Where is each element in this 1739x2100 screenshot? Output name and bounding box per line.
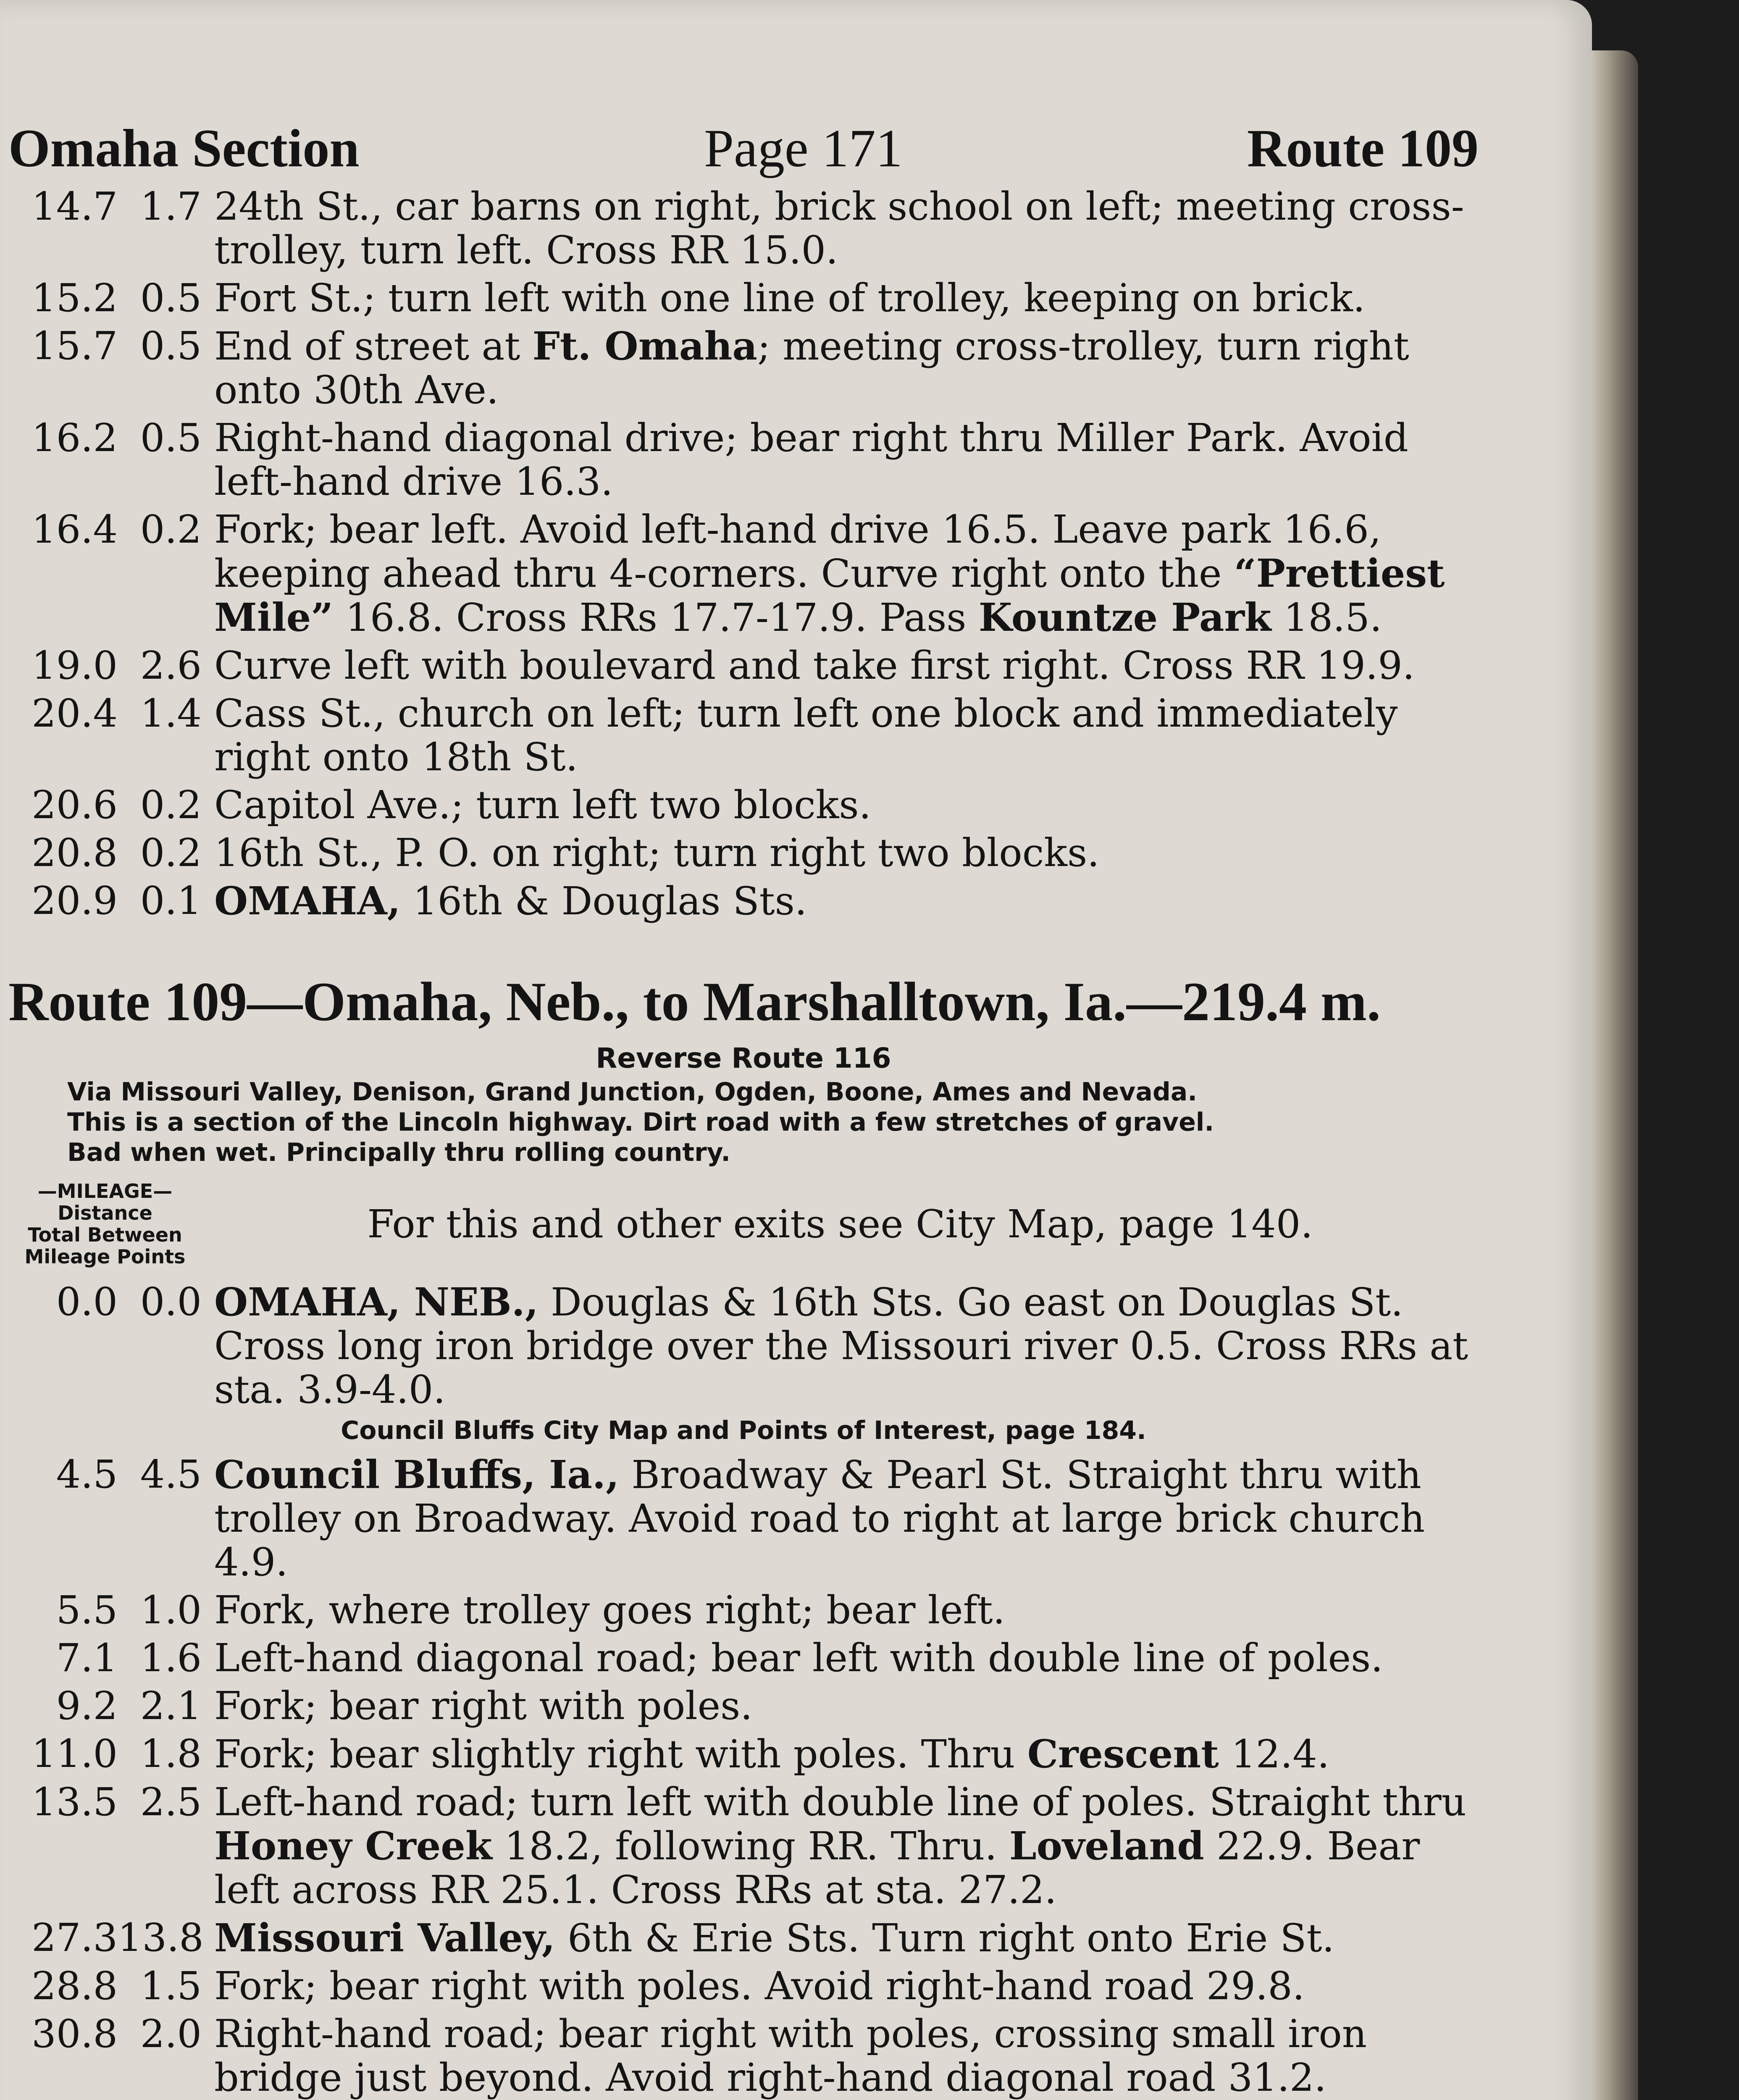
mileage-legend-line: Total Between [28,1223,182,1246]
route-entry [8,879,1479,923]
points-of-interest-note: Council Bluffs City Map and Points of Interest, page 184. [341,1416,1146,1445]
total-mileage: 11.0 [32,1731,118,1776]
segment-distance: 2.1 [140,1683,202,1728]
route-entry [8,1732,1479,1776]
via-line: This is a section of the Lincoln highway. Dirt road with a few stretches of gravel. [67,1108,1214,1137]
direction-text: Missouri Valley, 6th & Erie Sts. Turn right onto Erie St. [214,1915,1334,1961]
direction-text: Fork; bear slightly right with poles. Thru Crescent 12.4. [214,1731,1330,1777]
segment-distance: 2.5 [140,1780,202,1824]
total-mileage: 20.4 [32,691,118,736]
route-entry [8,1964,1479,2008]
route-entry [8,276,1479,320]
route-entry [8,508,1479,640]
segment-distance: 0.2 [140,507,202,552]
route-entry [8,185,1479,272]
segment-distance: 0.2 [140,782,202,827]
segment-distance: 1.8 [140,1731,202,1776]
route-entries [8,1280,1479,2100]
direction-text: Right-hand road; bear right with poles, crossing small iron bridge just beyond. Avoid right-hand diagonal road 31.2. [214,2011,1367,2100]
page-number: Page 171 [704,118,903,178]
segment-distance: 13.8 [118,1915,204,1960]
total-mileage: 28.8 [32,1964,118,2008]
route-label: Route 109 [1247,118,1479,178]
route-entry [8,831,1479,875]
direction-text: Fork; bear right with poles. Avoid right-hand road 29.8. [214,1964,1305,2008]
direction-text: Fort St.; turn left with one line of trolley, keeping on brick. [214,276,1366,320]
total-mileage: 20.8 [32,830,118,875]
mileage-legend-line: Mileage Points [24,1245,186,1268]
direction-text: Council Bluffs, Ia., Broadway & Pearl St. Straight thru with trolley on Broadway. Avoid road to right at large brick church 4.9. [214,1452,1425,1585]
total-mileage: 15.2 [32,276,118,320]
direction-text: 24th St., car barns on right, brick school on left; meeting cross-trolley, turn left. Cross RR 15.0. [214,184,1464,273]
segment-distance: 1.7 [140,184,202,229]
direction-text: OMAHA, NEB., Douglas & 16th Sts. Go east on Douglas St. Cross long iron bridge over the Missouri river 0.5. Cross RRs at sta. 3.9-4.0. [214,1279,1468,1412]
total-mileage: 7.1 [56,1635,118,1680]
route-entry [8,324,1479,412]
route-description [8,1077,1479,1168]
mileage-row [8,1180,1479,1268]
route-entry [8,1280,1479,1412]
segment-distance: 0.1 [140,878,202,923]
page-content [8,118,1479,2100]
segment-distance: 1.4 [140,691,202,736]
segment-distance: 4.5 [140,1452,202,1497]
route-entry [8,416,1479,504]
direction-text: Curve left with boulevard and take first right. Cross RR 19.9. [214,643,1415,688]
via-line: Via Missouri Valley, Denison, Grand Junction, Ogden, Boone, Ames and Nevada. [67,1077,1198,1107]
mileage-legend-title: —MILEAGE— [37,1180,173,1202]
total-mileage: 0.0 [56,1279,118,1324]
page-header [8,118,1479,185]
segment-distance: 2.0 [140,2011,202,2056]
via-line: Bad when wet. Principally thru rolling country. [67,1138,731,1167]
total-mileage: 27.3 [32,1915,118,1960]
mileage-legend-line: Distance [58,1202,152,1224]
direction-text: Left-hand road; turn left with double line of poles. Straight thru Honey Creek 18.2, following RR. Thru. Loveland 22.9. Bear left across RR 25.1. Cross RRs at sta. 27.2. [214,1780,1466,1912]
mileage-legend [8,1180,202,1268]
route-title: Route 109—Omaha, Neb., to Marshalltown, Ia.—219.4 m. [8,971,1381,1032]
direction-text: Cass St., church on left; turn left one block and immediately right onto 18th St. [214,691,1398,780]
segment-distance: 1.0 [140,1588,202,1633]
route-entry [8,1453,1479,1584]
segment-distance: 0.5 [140,323,202,368]
direction-text: Left-hand diagonal road; bear left with double line of poles. [214,1635,1383,1680]
direction-text: 16th St., P. O. on right; turn right two blocks. [214,830,1100,875]
page-edge [1592,50,1638,2100]
segment-distance: 0.2 [140,830,202,875]
city-map-note: For this and other exits see City Map, page 140. [367,1201,1313,1247]
total-mileage: 4.5 [56,1452,118,1497]
total-mileage: 14.7 [32,184,118,229]
top-entries [8,185,1479,923]
route-entry [8,1636,1479,1680]
total-mileage: 9.2 [56,1683,118,1728]
segment-distance: 1.5 [140,1964,202,2008]
direction-text: Fork; bear left. Avoid left-hand drive 16.5. Leave park 16.6, keeping ahead thru 4-corners. Curve right onto the “Prettiest Mile” 16.8. Cross RRs 17.7-17.9. Pass Kountze Park 18.5. [214,507,1445,640]
total-mileage: 19.0 [32,643,118,688]
total-mileage: 20.9 [32,878,118,923]
route-entry [8,783,1479,827]
direction-text: Right-hand diagonal drive; bear right thru Miller Park. Avoid left-hand drive 16.3. [214,415,1408,504]
total-mileage: 20.6 [32,782,118,827]
segment-distance: 0.5 [140,415,202,460]
section-title: Omaha Section [8,118,360,178]
route-entry [8,644,1479,688]
direction-text: OMAHA, 16th & Douglas Sts. [214,878,807,924]
total-mileage: 5.5 [56,1588,118,1633]
route-entry [8,1780,1479,1912]
segment-distance: 0.5 [140,276,202,320]
total-mileage: 16.4 [32,507,118,552]
direction-text: End of street at Ft. Omaha; meeting cross-trolley, turn right onto 30th Ave. [214,323,1409,412]
total-mileage: 13.5 [32,1780,118,1824]
segment-distance: 2.6 [140,643,202,688]
total-mileage: 15.7 [32,323,118,368]
direction-text: Fork; bear right with poles. [214,1683,753,1728]
route-entry [8,1684,1479,1728]
reverse-route: Reverse Route 116 [596,1042,891,1074]
route-entry [8,692,1479,779]
segment-distance: 1.6 [140,1635,202,1680]
route-entry [8,1588,1479,1632]
segment-distance: 0.0 [140,1279,202,1324]
route-entry [8,2012,1479,2100]
total-mileage: 16.2 [32,415,118,460]
direction-text: Capitol Ave.; turn left two blocks. [214,782,871,827]
total-mileage: 30.8 [32,2011,118,2056]
direction-text: Fork, where trolley goes right; bear left. [214,1588,1005,1633]
route-entry [8,1916,1479,1960]
